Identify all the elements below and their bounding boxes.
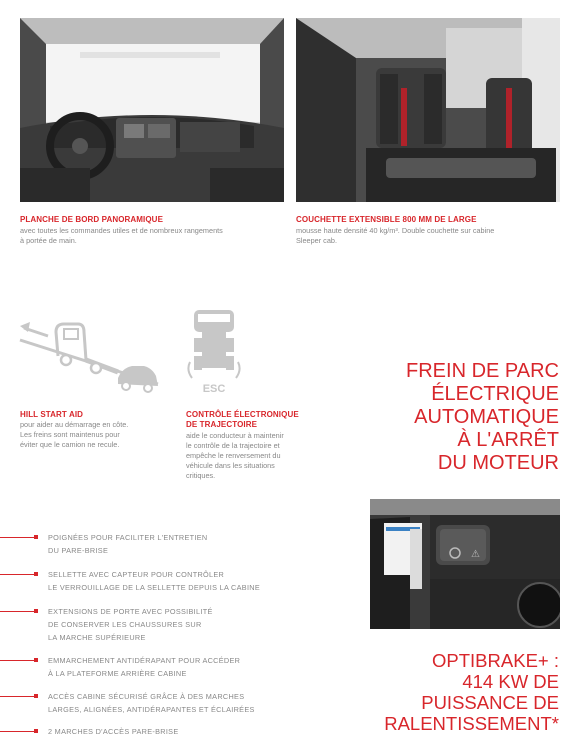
bunk-caption-body: mousse haute densité 40 kg/m³. Double couchette sur cabine Sleeper cab.	[296, 226, 495, 245]
hill-start-icon	[18, 316, 160, 396]
esc-body: aide le conducteur à maintenir le contrôle de la trajectoire et empêche le renversement du véhicule dans les situations critiques.	[186, 431, 284, 480]
hill-start-title: HILL START AID	[20, 410, 84, 419]
bunk-photo	[296, 18, 560, 202]
dashboard-caption-title: PLANCHE DE BORD PANORAMIQUE	[20, 215, 164, 224]
optibrake-headline: OPTIBRAKE+ : 414 KW DE PUISSANCE DE RALENTISSEMENT*	[384, 650, 559, 734]
parking-brake-headline: FREIN DE PARC ÉLECTRIQUE AUTOMATIQUE À L'ARRÊT DU MOTEUR	[406, 360, 559, 474]
svg-text:⚠: ⚠	[471, 549, 480, 560]
dashboard-caption-body: avec toutes les commandes utiles et de nombreux rangements à portée de main.	[20, 226, 223, 245]
esc-title: CONTRÔLE ÉLECTRONIQUE DE TRAJECTOIRE	[186, 410, 299, 429]
bunk-caption-title: COUCHETTE EXTENSIBLE 800 MM DE LARGE	[296, 215, 477, 224]
esc-icon	[186, 308, 242, 398]
dashboard-photo	[20, 18, 284, 202]
esc-icon-label: ESC	[202, 383, 226, 395]
hill-start-body: pour aider au démarrage en côte. Les freins sont maintenus pour éviter que le camion ne recule.	[20, 420, 129, 449]
brake-switch-photo	[370, 499, 560, 629]
